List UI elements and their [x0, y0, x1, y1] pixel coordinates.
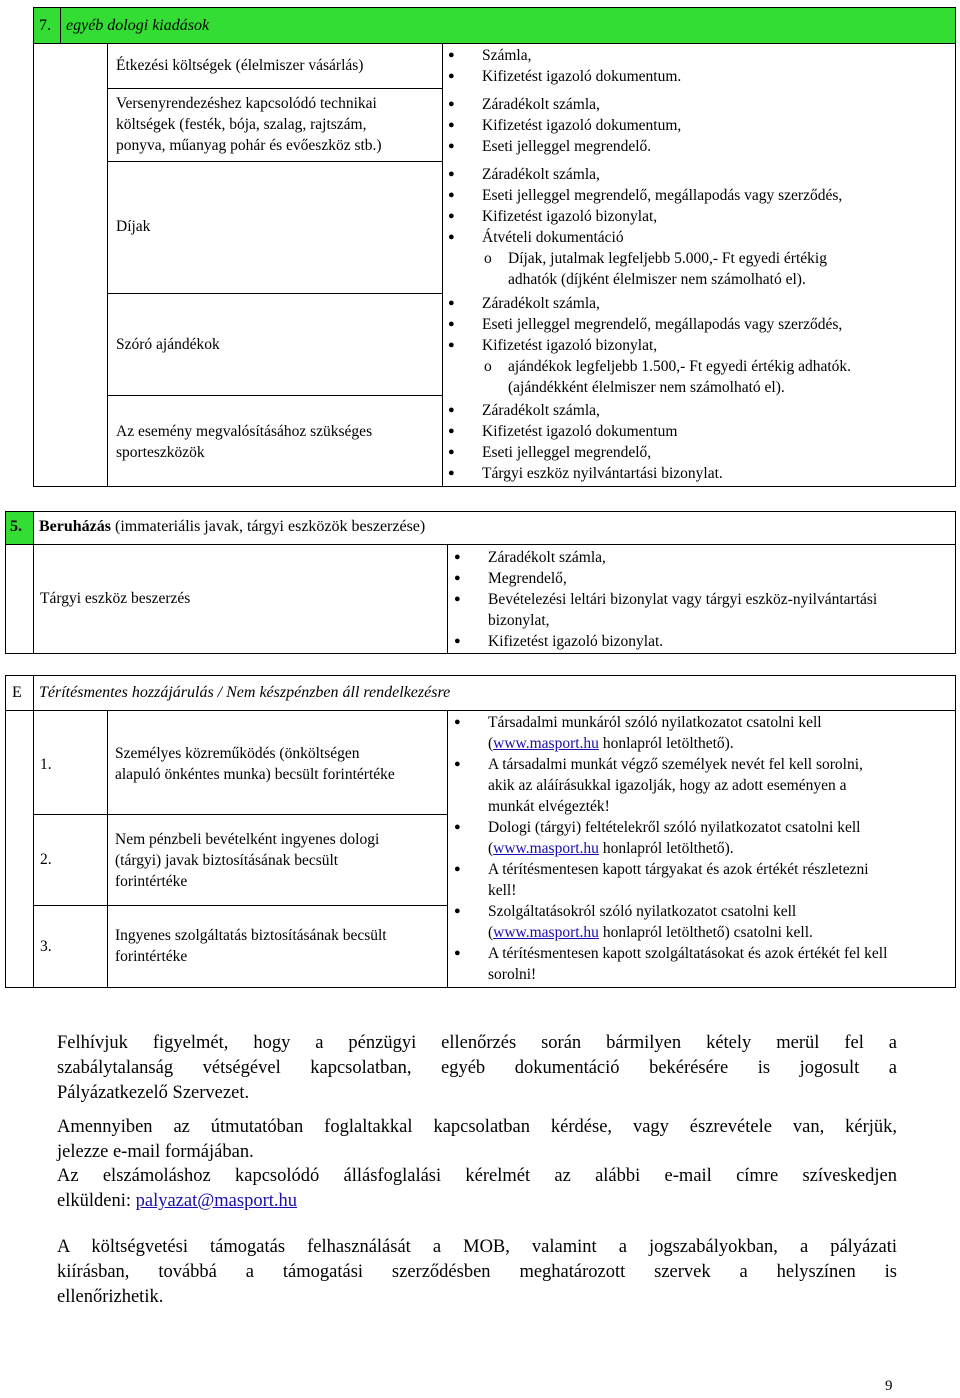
- list-item: ● Bevételezési leltári bizonylat vagy tárgyi eszköz-nyilvántartási: [454, 591, 878, 608]
- sub-list-item: o ajándékok legfeljebb 1.500,- Ft egyedi értékig adhatók.: [484, 358, 852, 375]
- label-sports-equipment: Az esemény megvalósításához szükséges sporteszközök: [116, 423, 373, 461]
- sectionE-title: Térítésmentes hozzájárulás / Nem készpénzben áll rendelkezésre: [39, 684, 451, 701]
- list-item: ● Szolgáltatásokról szóló nyilatkozatot csatolni kell (www.masport.hu honlapról letölthető) csatolni kell.: [454, 903, 813, 941]
- list-item: ● Eseti jelleggel megrendelő.: [448, 138, 652, 155]
- paragraph-questions: Amennyiben az útmutatóban foglaltakkal kapcsolatban kérdése, vagy észrevétele van, kérjük, jelezze e-mail formájában.: [57, 1117, 897, 1162]
- list-item: ● Kifizetést igazoló dokumentum.: [448, 68, 682, 85]
- label-technical-costs: Versenyrendezéshez kapcsolódó technikai költségek (festék, bója, szalag, rajtszám, ponyva, műanyag pohár és evőeszköz stb.): [116, 95, 382, 154]
- list-food-docs: [442, 45, 681, 87]
- list-item: ● Eseti jelleggel megrendelő, megállapodás vagy szerződés,: [448, 316, 843, 333]
- list-in-kind-requirements: [448, 712, 887, 985]
- list-item: ● Dologi (tárgyi) feltételekről szóló nyilatkozatot csatolni kell (www.masport.hu honlapról letölthető).: [454, 819, 861, 857]
- list-item: ● A térítésmentesen kapott szolgáltatásokat és azok értékét fel kell sorolni!: [454, 945, 888, 983]
- label-giveaways: Szóró ajándékok: [116, 336, 220, 353]
- list-item: ● Átvételi dokumentáció: [448, 229, 624, 246]
- masport-link[interactable]: www.masport.hu: [493, 840, 599, 857]
- label-prizes: Díjak: [116, 218, 151, 235]
- sub-list-item: (ajándékként élelmiszer nem számolható el).: [508, 379, 785, 396]
- list-item: ● Kifizetést igazoló bizonylat,: [448, 208, 658, 225]
- email-link[interactable]: palyazat@masport.hu: [135, 1191, 297, 1211]
- list-item: ● Eseti jelleggel megrendelő,: [448, 444, 652, 461]
- masport-link[interactable]: www.masport.hu: [493, 924, 599, 941]
- list-item: ● Záradékolt számla,: [448, 402, 600, 419]
- label-volunteer-work: Személyes közreműködés (önköltségen alapuló önkéntes munka) becsült forintértéke: [115, 745, 395, 783]
- list-item: ● Záradékolt számla,: [448, 295, 600, 312]
- sectionE-letter: E: [12, 684, 22, 701]
- list-asset-purchase-docs: [448, 547, 877, 652]
- sub-list-item: adhatók (díjként élelmiszer nem számolható el).: [508, 271, 806, 288]
- label-in-kind-goods: Nem pénzbeli bevételként ingyenes dologi (tárgyi) javak biztosításának becsült forintértéke: [115, 831, 380, 890]
- list-technical-docs: [442, 94, 681, 157]
- paragraph-control: A költségvetési támogatás felhasználását a MOB, valamint a jogszabályokban, a pályázati kiírásban, továbbá a támogatási szerződésben meghatározott szervek a helyszínen is ellenőrizhetik.: [57, 1237, 897, 1307]
- list-item: ● A társadalmi munkát végző személyek nevét fel kell sorolni, akik az aláírásukkal igazolják, hogy az adott eseményen a munkát elvégezték!: [454, 756, 863, 815]
- label-free-services: Ingyenes szolgáltatás biztosításának becsült forintértéke: [115, 927, 387, 965]
- section7-title: egyéb dologi kiadások: [66, 17, 210, 34]
- list-item: ● Kifizetést igazoló bizonylat.: [454, 633, 664, 650]
- label-asset-purchase: Tárgyi eszköz beszerzés: [40, 590, 191, 607]
- list-item: ● Társadalmi munkáról szóló nyilatkozatot csatolni kell (www.masport.hu honlapról letölthető).: [454, 714, 822, 752]
- sub-list-item: o Díjak, jutalmak legfeljebb 5.000,- Ft egyedi értékig: [484, 250, 827, 267]
- list-item: ● Eseti jelleggel megrendelő, megállapodás vagy szerződés,: [448, 187, 843, 204]
- list-item: ● A térítésmentesen kapott tárgyakat és azok értékét részletezni kell!: [454, 861, 869, 899]
- list-item: ● Tárgyi eszköz nyilvántartási bizonylat.: [448, 465, 723, 482]
- masport-link[interactable]: www.masport.hu: [493, 735, 599, 752]
- list-item: ● Záradékolt számla,: [448, 166, 600, 183]
- paragraph-audit-notice: Felhívjuk figyelmét, hogy a pénzügyi ellenőrzés során bármilyen kétely merül fel a szabálytalanság vétségével kapcsolatban, egyéb dokumentáció bekérésére is jogosult a Pályázatkezelő Szervezet.: [57, 1033, 897, 1103]
- label-food-costs: Étkezési költségek (élelmiszer vásárlás): [116, 57, 364, 74]
- row-number-2: 2.: [40, 851, 52, 868]
- page-number: 9: [885, 1378, 893, 1394]
- section5-number: 5.: [10, 518, 22, 535]
- section5-title: Beruházás (immateriális javak, tárgyi eszközök beszerzése): [39, 518, 426, 535]
- list-giveaways-docs: [442, 293, 851, 398]
- list-item: ● Számla,: [448, 47, 532, 64]
- list-item: ● Záradékolt számla,: [454, 549, 606, 566]
- section7-number: 7.: [39, 17, 51, 34]
- list-item: ● Záradékolt számla,: [448, 96, 600, 113]
- list-item: ● Kifizetést igazoló dokumentum,: [448, 117, 682, 134]
- row-number-1: 1.: [40, 756, 52, 773]
- list-item: ● Kifizetést igazoló dokumentum: [448, 423, 678, 440]
- list-item: bizonylat,: [488, 612, 550, 629]
- list-sports-equipment-docs: [442, 400, 723, 484]
- paragraph-email: Az elszámoláshoz kapcsolódó állásfoglalási kérelmét az alábbi e-mail címre szíveskedjen elküldeni: palyazat@masport.hu: [57, 1166, 897, 1211]
- list-item: ● Kifizetést igazoló bizonylat,: [448, 337, 658, 354]
- list-prizes-docs: [442, 164, 842, 290]
- list-item: ● Megrendelő,: [454, 570, 567, 587]
- row-number-3: 3.: [40, 938, 52, 955]
